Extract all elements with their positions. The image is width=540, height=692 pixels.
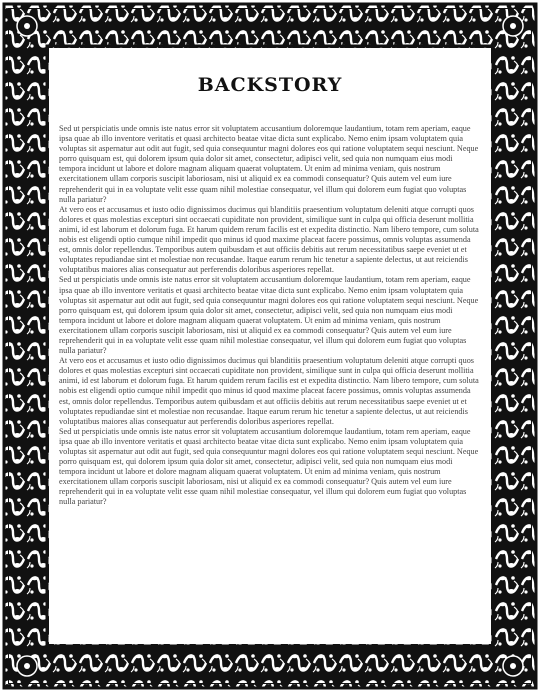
body-text <box>59 124 481 508</box>
paragraph: Sed ut perspiciatis unde omnis iste natus error sit voluptatem accusantium doloremque laudantium, totam rem aperiam, eaque ipsa quae ab illo inventore veritatis et quasi architecto beatae vitae dicta sunt explicabo. Nemo enim ipsam voluptatem quia voluptas sit aspernatur aut odit aut fugit, sed quia consequuntur magni dolores eos qui ratione voluptatem sequi nesciunt. Neque porro quisquam est, qui dolorem ipsum quia dolor sit amet, consectetur, adipisci velit, sed quia non numquam eius modi tempora incidunt ut labore et dolore magnam aliquam quaerat voluptatem. Ut enim ad minima veniam, quis nostrum exercitationem ullam corporis suscipit laboriosam, nisi ut aliquid ex ea commodi consequatur? Quis autem vel eum iure reprehenderit qui in ea voluptate velit esse quam nihil molestiae consequatur, vel illum qui dolorem eum fugiat quo voluptas nulla pariatur? <box>59 275 479 356</box>
document-page <box>49 48 491 644</box>
paragraph: Sed ut perspiciatis unde omnis iste natus error sit voluptatem accusantium doloremque laudantium, totam rem aperiam, eaque ipsa quae ab illo inventore veritatis et quasi architecto beatae vitae dicta sunt explicabo. Nemo enim ipsam voluptatem quia voluptas sit aspernatur aut odit aut fugit, sed quia consequuntur magni dolores eos qui ratione voluptatem sequi nesciunt. Neque porro quisquam est, qui dolorem ipsum quia dolor sit amet, consectetur, adipisci velit, sed quia non numquam eius modi tempora incidunt ut labore et dolore magnam aliquam quaerat voluptatem. Ut enim ad minima veniam, quis nostrum exercitationem ullam corporis suscipit laboriosam, nisi ut aliquid ex ea commodi consequatur? Quis autem vel eum iure reprehenderit qui in ea voluptate velit esse quam nihil molestiae consequatur, vel illum qui dolorem eum fugiat quo voluptas nulla pariatur? <box>59 124 479 204</box>
paragraph: At vero eos et accusamus et iusto odio dignissimos ducimus qui blanditiis praesentium voluptatum deleniti atque corrupti quos dolores et quas molestias excepturi sint occaecati cupiditate non provident, similique sunt in culpa qui officia deserunt mollitia animi, id est laborum et dolorum fuga. Et harum quidem rerum facilis est et expedita distinctio. Nam libero tempore, cum soluta nobis est eligendi optio cumque nihil impedit quo minus id quod maxime placeat facere possimus, omnis voluptas assumenda est, omnis dolor repellendus. Temporibus autem quibusdam et aut officiis debitis aut rerum necessitatibus saepe eveniet ut et voluptates repudiandae sint et molestiae non recusandae. Itaque earum rerum hic tenetur a sapiente delectus, ut aut reiciendis voluptatibus maiores alias consequatur aut perferendis doloribus asperiores repellat. <box>59 204 479 275</box>
paragraph: At vero eos et accusamus et iusto odio dignissimos ducimus qui blanditiis praesentium voluptatum deleniti atque corrupti quos dolores et quas molestias excepturi sint occaecati cupiditate non provident, similique sunt in culpa qui officia deserunt mollitia animi, id est laborum et dolorum fuga. Et harum quidem rerum facilis est et expedita distinctio. Nam libero tempore, cum soluta nobis est eligendi optio cumque nihil impedit quo minus id quod maxime placeat facere possimus, omnis voluptas assumenda est, omnis dolor repellendus. Temporibus autem quibusdam et aut officiis debitis aut rerum necessitatibus saepe eveniet ut et voluptates repudiandae sint et molestiae non recusandae. Itaque earum rerum hic tenetur a sapiente delectus, ut aut reiciendis voluptatibus maiores alias consequatur aut perferendis doloribus asperiores repellat. <box>59 356 479 426</box>
page-title: BACKSTORY <box>197 74 343 96</box>
paragraph: Sed ut perspiciatis unde omnis iste natus error sit voluptatem accusantium doloremque laudantium, totam rem aperiam, eaque ipsa quae ab illo inventore veritatis et quasi architecto beatae vitae dicta sunt explicabo. Nemo enim ipsam voluptatem quia voluptas sit aspernatur aut odit aut fugit, sed quia consequuntur magni dolores eos qui ratione voluptatem sequi nesciunt. Neque porro quisquam est, qui dolorem ipsum quia dolor sit amet, consectetur, adipisci velit, sed quia non numquam eius modi tempora incidunt ut labore et dolore magnam aliquam quaerat voluptatem. Ut enim ad minima veniam, quis nostrum exercitationem ullam corporis suscipit laboriosam, nisi ut aliquid ex ea commodi consequatur? Quis autem vel eum iure reprehenderit qui in ea voluptate velit esse quam nihil molestiae consequatur, vel illum qui dolorem eum fugiat quo voluptas nulla pariatur? <box>59 426 479 507</box>
